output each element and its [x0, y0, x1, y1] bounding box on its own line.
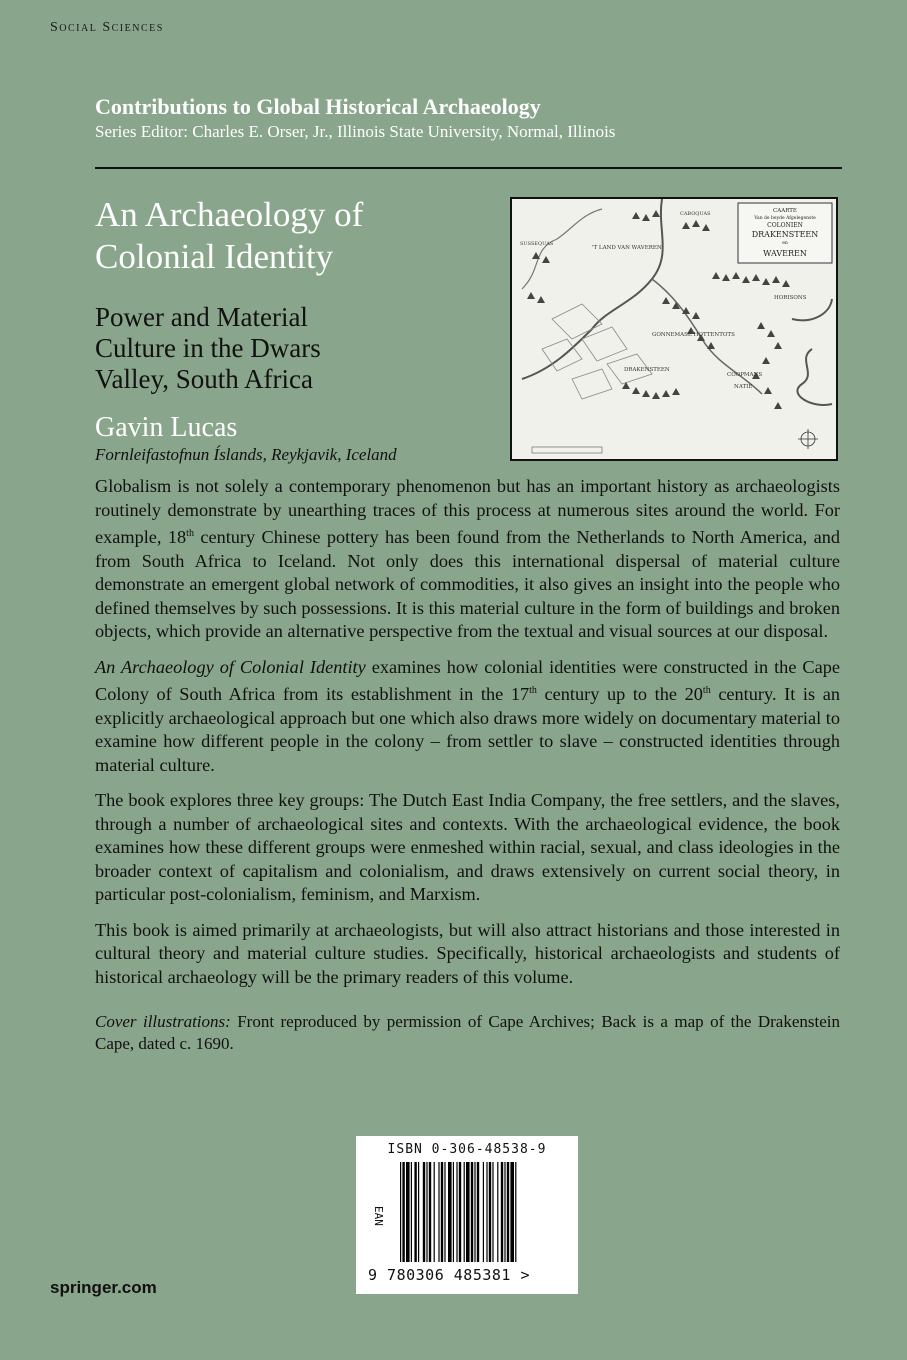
map-cartouche-line-1: CAARTE [773, 208, 797, 214]
map-drawing [512, 199, 836, 459]
publisher-website: springer.com [50, 1278, 157, 1297]
barcode-bar [492, 1162, 493, 1262]
p1-part-b: century Chinese pottery has been found from the Netherlands to North America, and from South Africa to Iceland. Not only does this international dispersal of material culture demonstrate an emergent global network of commodities, it also gives an insight into the people who defined themselves by such possessions. It is this material culture in the form of buildings and broken objects, which provide an alternative perspective from the textual and visual sources at our disposal. [95, 527, 840, 642]
barcode-bar [504, 1162, 505, 1262]
book-title [95, 194, 475, 278]
map-cartouche-line-6: WAVEREN [763, 249, 807, 258]
barcode-bar [510, 1162, 514, 1262]
barcode-bar [448, 1162, 452, 1262]
p2-book-title: An Archaeology of Colonial Identity [95, 656, 366, 677]
barcode-bar [515, 1162, 516, 1262]
author-name: Gavin Lucas [95, 412, 238, 443]
paragraph-3: The book explores three key groups: The Dutch East India Company, the free settlers, and the slaves, through a number of archaeological sites and contexts. With the archaeological evidence, the book examines how these different groups were enmeshed within racial, sexual, and class ideologies in the broader context of capitalism and colonialism, and draws extensively on current social theory, in particular post-colonialism, feminism, and Marxism. [95, 790, 840, 905]
p2-part-b: century up to the 20 [536, 684, 703, 705]
subtitle-line-1: Power and Material [95, 302, 308, 332]
cover-illustrations-note [95, 1011, 840, 1055]
book-title-line-2: Colonial Identity [95, 237, 334, 276]
p2-part-a: examines how colonial identities were constructed in the Cape Colony of South Africa from its establishment in the 17 [95, 656, 840, 705]
cover-label: Cover illustrations: [95, 1012, 231, 1032]
barcode-bar [477, 1162, 479, 1262]
barcode-bars [398, 1162, 566, 1264]
map-label-horisons: HORISONS [774, 295, 807, 301]
map-cartouche-line-2: Van de beyde Afgelegenste [754, 216, 816, 221]
map-label-natie: NATIE [734, 384, 753, 390]
barcode-bar [464, 1162, 465, 1262]
map-cartouche-line-5: en [782, 241, 788, 246]
barcode-bar [414, 1162, 416, 1262]
map-label-caboquas: CABOQUAS [680, 211, 711, 217]
paragraph-1 [95, 475, 840, 644]
barcode-bar [426, 1162, 427, 1262]
barcode-bar [466, 1162, 470, 1262]
book-title-line-1: An Archaeology of [95, 195, 364, 234]
barcode-bar [501, 1162, 503, 1262]
map-label-waveren: 'T LAND VAN WAVEREN [592, 245, 662, 251]
p1-part-a: Globalism is not solely a contemporary phenomenon but has an important history as archaeologists routinely demonstrate by unearthing traces of this process at numerous sites around the world. For example, 18 [95, 476, 840, 548]
cover-text: Front reproduced by permission of Cape Archives; Back is a map of the Drakenstein Cape, dated c. 1690. [95, 1012, 840, 1054]
barcode-bar [489, 1162, 491, 1262]
ean-label: EAN [372, 1206, 385, 1226]
barcode-bar [441, 1162, 443, 1262]
barcode-bar [459, 1162, 461, 1262]
barcode-bar [423, 1162, 425, 1262]
subtitle-line-2: Culture in the Dwars [95, 333, 321, 363]
map-cartouche-line-4: DRAKENSTEEN [751, 230, 819, 239]
barcode-bar [453, 1162, 454, 1262]
p2-superscript-2: th [702, 685, 711, 697]
author-affiliation: Fornleifastofnun Íslands, Reykjavik, Iceland [95, 445, 397, 464]
series-editor: Series Editor: Charles E. Orser, Jr., Illinois State University, Normal, Illinois [95, 122, 616, 141]
barcode-panel [356, 1136, 578, 1294]
barcode-bar [483, 1162, 484, 1262]
header-divider [95, 167, 842, 169]
paragraph-2 [95, 656, 840, 778]
barcode-bar [507, 1162, 509, 1262]
barcode-bar [400, 1162, 401, 1262]
barcode-bar [486, 1162, 487, 1262]
barcode-bar [411, 1162, 412, 1262]
map-illustration [510, 197, 838, 461]
barcode-bar [471, 1162, 473, 1262]
description-body [95, 475, 840, 1067]
p2-superscript-1: th [529, 685, 537, 697]
barcode-bar [418, 1162, 419, 1262]
barcode-bar [429, 1162, 431, 1262]
barcode-bar [497, 1162, 498, 1262]
barcode-bar [434, 1162, 435, 1262]
barcode-bar [406, 1162, 410, 1262]
book-subtitle [95, 302, 475, 395]
map-label-sussequas: SUSSEQUAS [520, 241, 554, 247]
p2-part-c: century. It is an explicitly archaeological approach but one which also draws more widely on documentary material to examine how different people in the colony – from settler to slave – constructed identities through material culture. [95, 684, 840, 775]
barcode-bar [438, 1162, 439, 1262]
barcode-bar [402, 1162, 404, 1262]
paragraph-4: This book is aimed primarily at archaeologists, but will also attract historians and those interested in cultural theory and material culture studies. Specifically, historical archaeologists and students of historical archaeology will be the primary readers of this volume. [95, 919, 840, 987]
map-cartouche-line-3: COLONIEN [767, 222, 803, 229]
map-label-drakensteen: DRAKENSTEEN [624, 367, 670, 373]
category-label: Social Sciences [50, 20, 164, 35]
p1-superscript: th [186, 528, 194, 539]
barcode-bar [474, 1162, 475, 1262]
barcode-bar [444, 1162, 445, 1262]
barcode-bar [456, 1162, 457, 1262]
subtitle-line-3: Valley, South Africa [95, 364, 313, 394]
map-label-gonnemase: GONNEMASE HOTTENTOTS [652, 332, 735, 338]
ean-digits: 9 780306 485381 > [368, 1266, 531, 1284]
series-title: Contributions to Global Historical Archaeology [95, 94, 541, 119]
isbn-number: ISBN 0-306-48538-9 [387, 1142, 547, 1157]
map-label-coopmans: COOPMANS [727, 372, 763, 378]
